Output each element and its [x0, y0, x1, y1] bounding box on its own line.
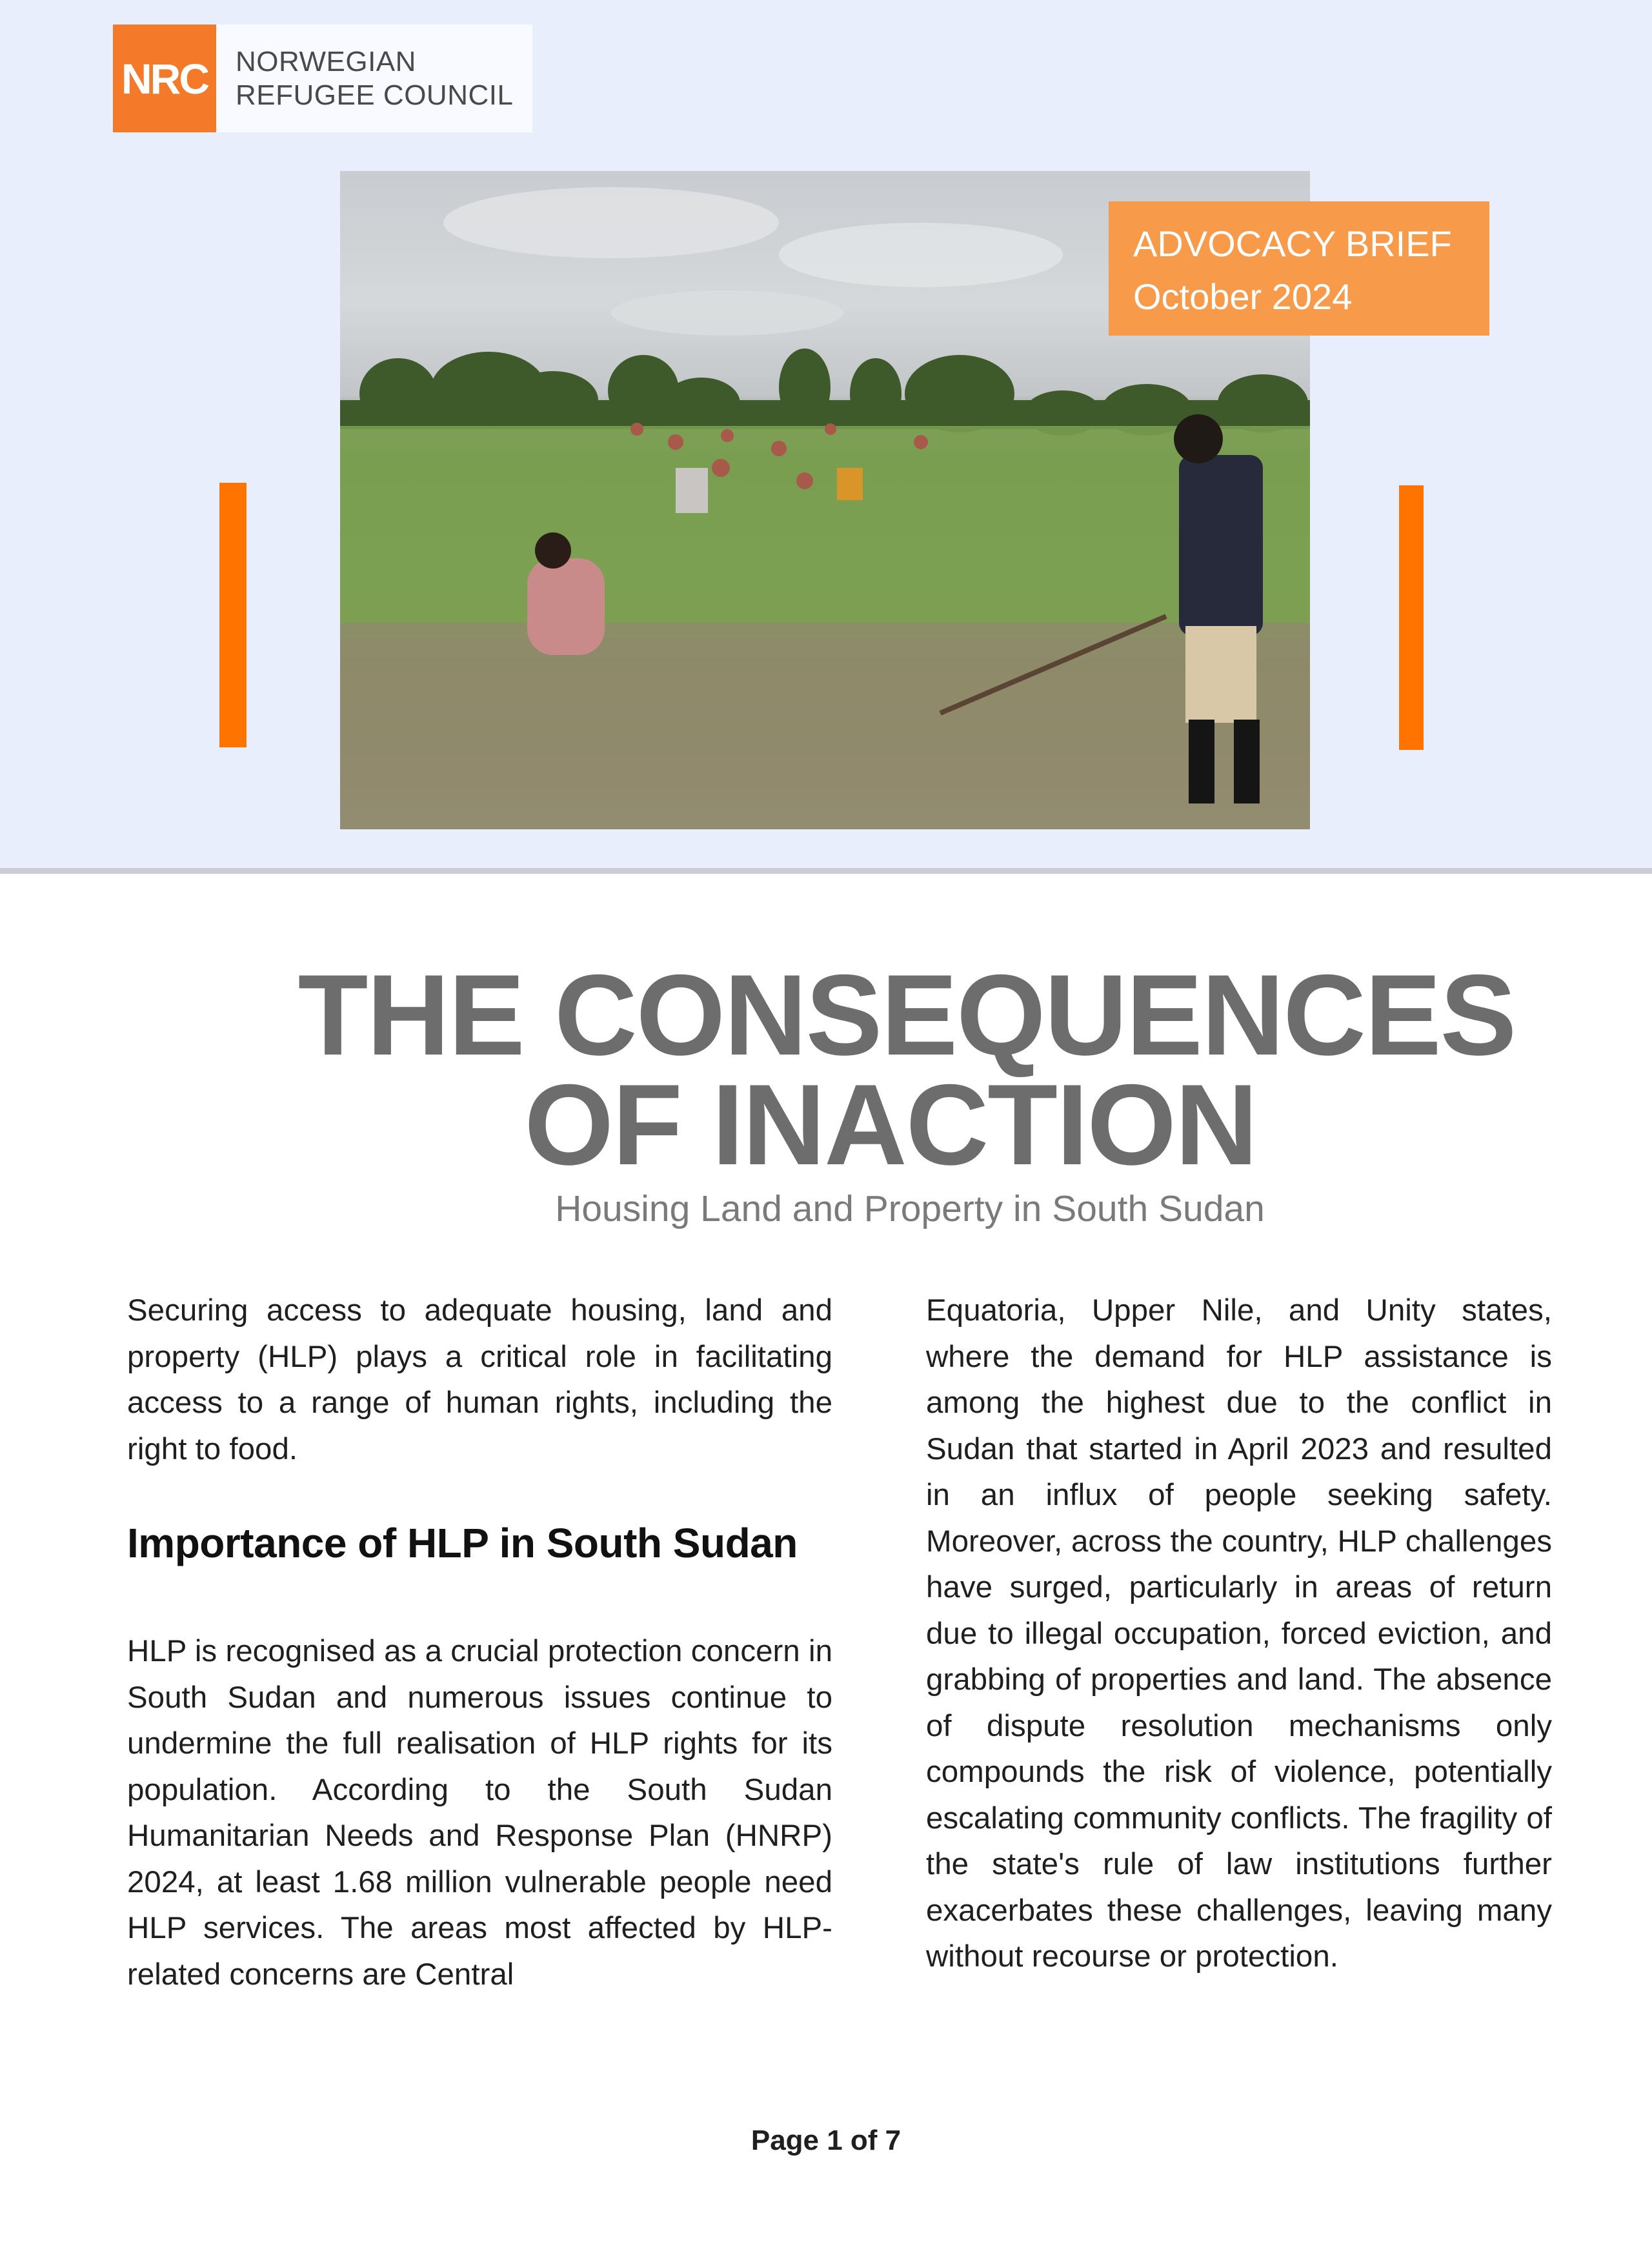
section-heading: Importance of HLP in South Sudan [127, 1520, 798, 1566]
logo-name-line2: REFUGEE COUNCIL [236, 79, 514, 111]
page-number: Page 1 of 7 [750, 2125, 902, 2156]
badge-date: October 2024 [1133, 276, 1353, 317]
header-divider [0, 868, 1652, 874]
accent-bar-right [1399, 485, 1424, 750]
logo-mark-text: NRC [121, 54, 208, 103]
body-column-right [926, 1288, 1552, 1980]
section-paragraph-part2: Equatoria, Upper Nile, and Unity states, where the demand for HLP assistance is among the highest due to the conflict in Sudan that started in April 2023 and resulted in an influx of people seeking safety. Moreover, across the country, HLP challenges have surged, particularly in areas of return due to illegal occupation, forced eviction, and grabbing of properties and land. The absence of dispute resolution mechanisms only compounds the risk of violence, potentially escalating community conflicts. The fragility of the state's rule of law institutions further exacerbates these challenges, leaving many without recourse or protection. [926, 1293, 1552, 1974]
logo-name-line1: NORWEGIAN [236, 45, 416, 77]
body-column-left [127, 1288, 832, 1997]
title-line-1: THE CONSEQUENCES [297, 951, 1516, 1079]
document-subtitle: Housing Land and Property in South Sudan [555, 1188, 1265, 1229]
intro-paragraph: Securing access to adequate housing, land and property (HLP) plays a critical role in facilitating access to a range of human rights, including the right to food. [127, 1293, 832, 1466]
document-title [0, 951, 1652, 1189]
badge-type: ADVOCACY BRIEF [1133, 223, 1452, 264]
section-paragraph-part1: HLP is recognised as a crucial protection concern in South Sudan and numerous issues continue to undermine the full realisation of HLP rights for its population. According to the South Sudan Humanitarian Needs and Response Plan (HNRP) 2024, at least 1.68 million vulnerable people need HLP services. The areas most affected by HLP-related concerns are Central [127, 1634, 832, 1992]
nrc-logo-mark [113, 25, 216, 132]
title-line-2: OF INACTION [524, 1060, 1257, 1189]
advocacy-brief-badge [1109, 201, 1489, 336]
accent-bar-left [219, 483, 247, 747]
nrc-logo-wordmark [216, 25, 532, 132]
